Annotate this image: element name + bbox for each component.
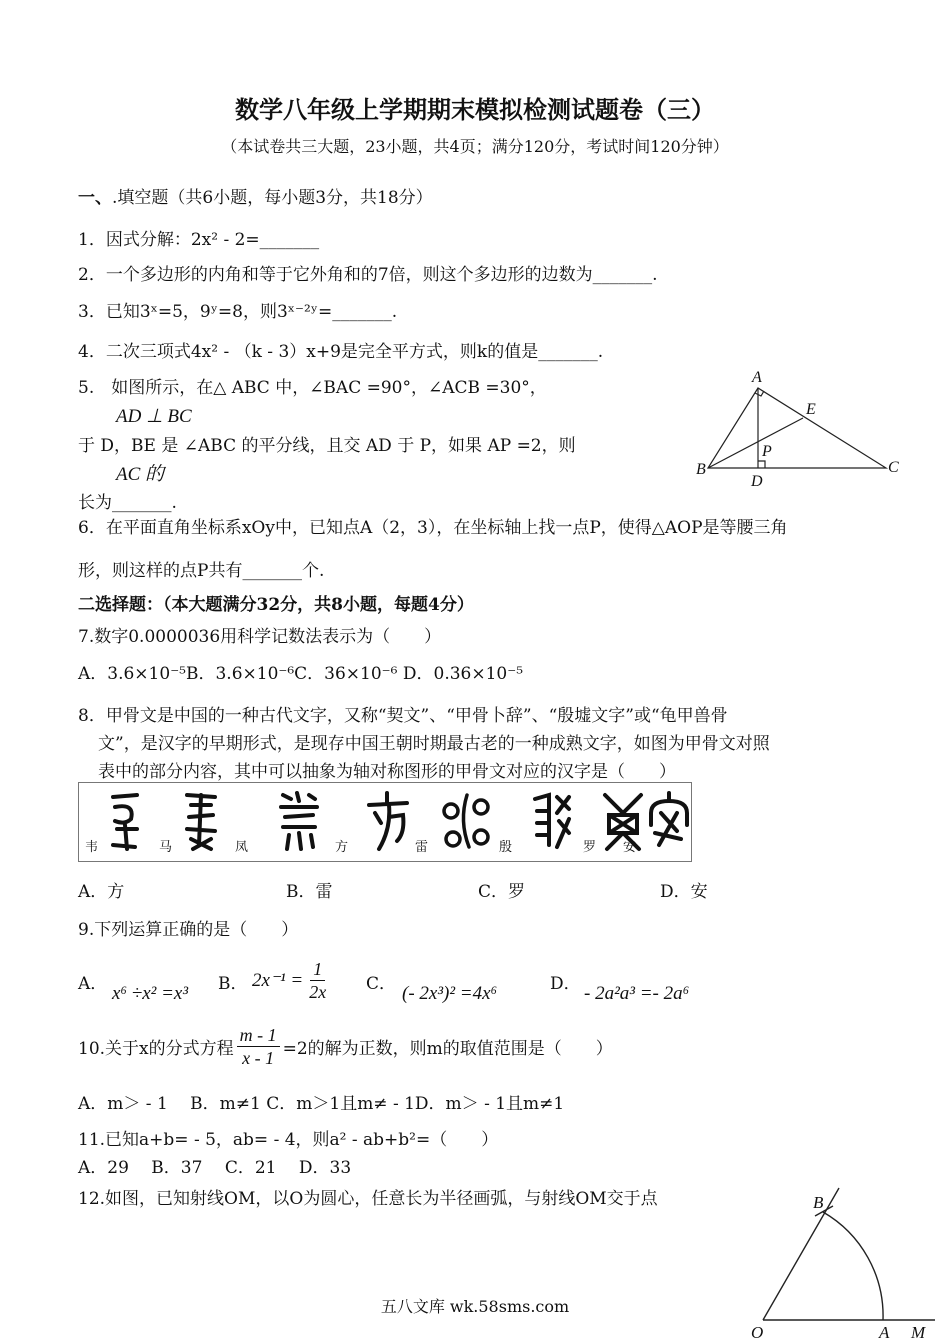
question-9-option-c-expr: (- 2x³)² =4x⁶: [402, 983, 498, 1004]
oracle-char-label: 方: [335, 840, 349, 855]
question-5-line4: AC 的: [116, 464, 165, 485]
label-b2: B: [813, 1193, 824, 1212]
label-p: P: [762, 443, 772, 460]
label-e: E: [806, 401, 816, 418]
oracle-item: [415, 783, 499, 861]
label-a: A: [752, 369, 762, 386]
question-7-options: A．3.6×10⁻⁵B．3.6×10⁻⁶C．36×10⁻⁶ D．0.36×10⁻⁵: [78, 664, 524, 684]
question-8-option-a: A．方: [78, 882, 125, 902]
question-6-line2: 形，则这样的点P共有_______个.: [78, 561, 325, 581]
label-a2: A: [879, 1323, 890, 1340]
question-4: 4．二次三项式4x² - （k - 3）x+9是完全平方式，则k的值是_______.: [78, 342, 604, 362]
oracle-glyph-icon: [647, 789, 691, 855]
question-9-option-a-expr: x⁶ ÷x² =x³: [112, 983, 189, 1004]
question-12: 12.如图，已知射线OM，以O为圆心，任意长为半径画弧，与射线OM交于点: [78, 1189, 658, 1209]
section1-number: 一、: [78, 188, 112, 208]
oracle-glyph-icon: [105, 789, 145, 855]
oracle-item: [159, 783, 231, 861]
triangle-abc: [708, 388, 886, 468]
page-title: 数学八年级上学期期末模拟检测试题卷（三）: [235, 95, 715, 124]
oracle-glyph-icon: [529, 789, 575, 855]
question-8-line3: 表中的部分内容，其中可以抽象为轴对称图形的甲骨文对应的汉字是（ ）: [98, 762, 676, 782]
label-c: C: [888, 459, 899, 476]
section2-heading: 二选择题：（本大题满分32分，共8小题，每题4分）: [78, 595, 474, 615]
question-9-option-b-fraction: [306, 958, 329, 1003]
oracle-char-label: 雷: [415, 840, 429, 855]
oracle-char-label: 罗: [583, 840, 597, 855]
oracle-char-label: 马: [159, 840, 173, 855]
label-m: M: [911, 1323, 926, 1340]
label-d: D: [751, 473, 763, 490]
question-8-line1: 8．甲骨文是中国的一种古代文字，又称“契文”、“甲骨卜辞”、“殷墟文字”或“龟甲兽骨: [78, 706, 728, 726]
question-9-option-d-expr: - 2a²a³ =- 2a⁶: [584, 983, 690, 1004]
bisector-be: [708, 418, 803, 468]
question-11-options: A．29 B．37 C．21 D．33: [78, 1158, 352, 1178]
question-9-option-b-label: B．: [218, 974, 248, 994]
oracle-item: [583, 783, 647, 861]
exam-info: （本试卷共三大题，23小题，共4页；满分120分，考试时间120分钟）: [221, 137, 729, 156]
question-9-option-b-left: 2x⁻¹ =: [252, 970, 304, 991]
fraction-denominator: x - 1: [242, 1048, 275, 1068]
question-9: 9.下列运算正确的是（ ）: [78, 920, 299, 940]
oracle-item: [235, 783, 335, 861]
question-8-option-c: C．罗: [478, 882, 526, 902]
section1-heading: [78, 186, 433, 210]
question-5-line5: 长为_______.: [78, 493, 177, 513]
right-angle-mark: [758, 461, 765, 468]
question-8-option-d: D．安: [660, 882, 708, 902]
question-9-option-c-label: C．: [366, 974, 397, 994]
oracle-glyph-icon: [275, 789, 323, 855]
oracle-item: [335, 783, 415, 861]
oracle-item: [499, 783, 583, 861]
question-3: 3．已知3ˣ=5，9ʸ=8，则3ˣ⁻²ʸ=_______.: [78, 302, 398, 322]
oracle-char-label: 安: [623, 840, 637, 855]
question-10: [78, 1024, 613, 1069]
oracle-char-label: 殷: [499, 840, 513, 855]
fraction-denominator: 2x: [309, 982, 327, 1002]
section1-title: .填空题（共6小题，每小题3分，共18分）: [112, 188, 433, 208]
question-1: 1．因式分解：2x² - 2=_______: [78, 230, 320, 250]
oracle-item: [623, 783, 691, 861]
oracle-char-label: 凤: [235, 840, 249, 855]
question-8-line2: 文”，是汉字的早期形式，是现存中国王朝时期最古老的一种成熟文字，如图为甲骨文对照: [98, 734, 770, 754]
question-5-line3: 于 D，BE 是 ∠ABC 的平分线，且交 AD 于 P，如果 AP =2，则: [78, 436, 576, 456]
question-9-option-a-label: A．: [78, 974, 108, 994]
question-5-line2: AD ⊥ BC: [116, 406, 192, 427]
question-11: 11.已知a+b= - 5，ab= - 4，则a² - ab+b²=（ ）: [78, 1130, 499, 1150]
question-6-line1: 6．在平面直角坐标系xOy中，已知点A（2，3），在坐标轴上找一点P，使得△AOP是等腰三角: [78, 518, 788, 538]
question-10-options: A．m＞ - 1 B．m≠1 C．m＞1且m≠ - 1D．m＞ - 1且m≠1: [78, 1094, 565, 1114]
oracle-char-label: 韦: [85, 840, 99, 855]
fraction-numerator: m - 1: [237, 1024, 280, 1047]
question-9-option-b: [252, 958, 332, 1003]
oracle-bone-table: [78, 782, 692, 862]
question-7: 7.数字0.0000036用科学记数法表示为（ ）: [78, 627, 442, 647]
triangle-figure: [690, 368, 910, 493]
oracle-glyph-icon: [439, 791, 495, 853]
question-10-fraction: [237, 1024, 280, 1069]
oracle-glyph-icon: [365, 789, 411, 855]
question-9-option-d-label: D．: [550, 974, 581, 994]
fraction-numerator: 1: [310, 958, 325, 981]
footer-watermark: 五八文库 wk.58sms.com: [380, 1297, 570, 1316]
question-10-prefix: 10.关于x的分式方程: [78, 1039, 234, 1059]
question-2: 2．一个多边形的内角和等于它外角和的7倍，则这个多边形的边数为_______.: [78, 265, 658, 285]
question-5-line1: 5. 如图所示，在△ ABC 中，∠BAC =90°，∠ACB =30°，: [78, 378, 547, 398]
question-10-suffix: =2的解为正数，则m的取值范围是（ ）: [282, 1039, 613, 1059]
label-b: B: [696, 461, 706, 478]
oracle-glyph-icon: [181, 789, 221, 855]
label-o: O: [751, 1323, 764, 1340]
oracle-item: [85, 783, 155, 861]
question-8-option-b: B．雷: [286, 882, 333, 902]
